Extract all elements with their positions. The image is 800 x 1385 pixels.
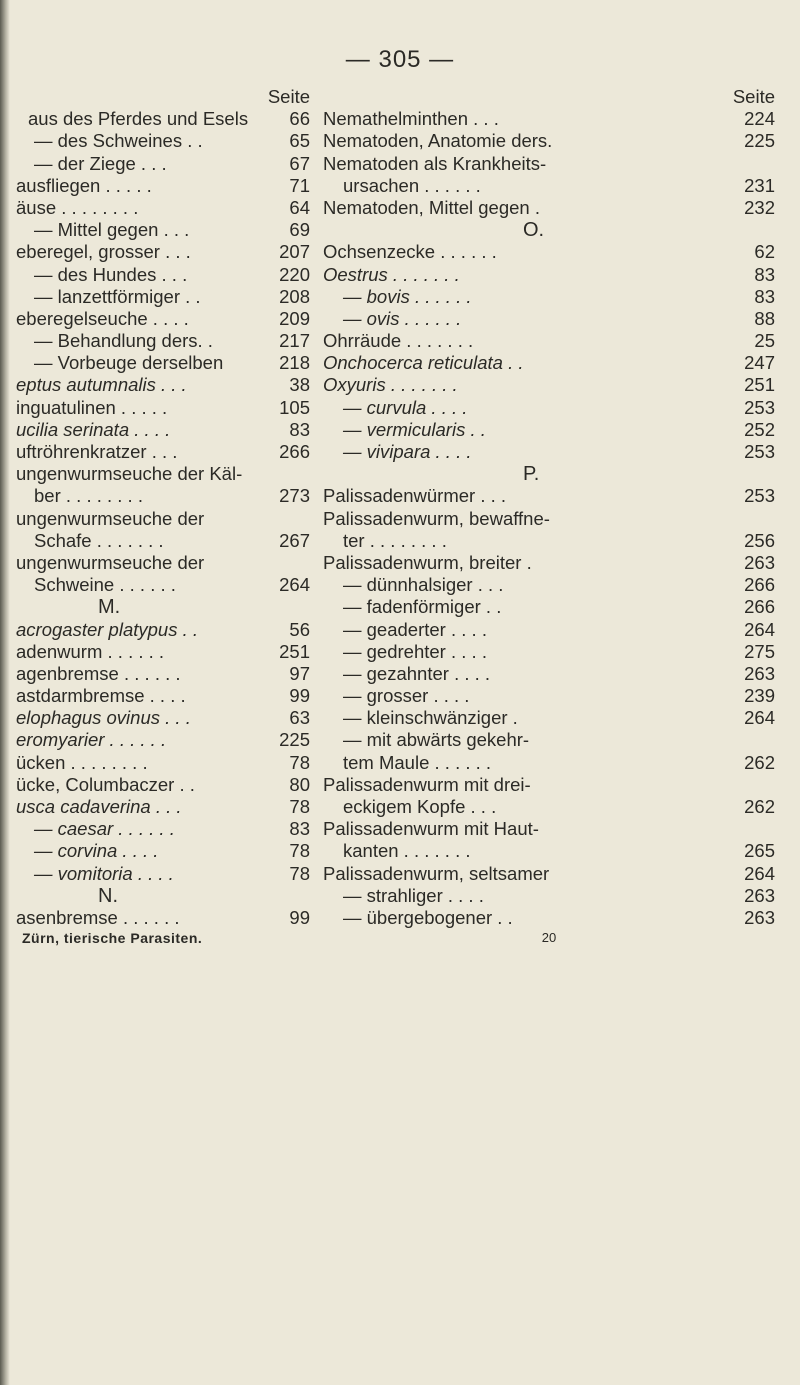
index-entry	[8, 663, 310, 685]
index-entry-page: 252	[744, 418, 775, 440]
index-entry-page: 209	[279, 307, 310, 329]
index-entry-term: Oestrus . . . . . . .	[323, 263, 460, 285]
index-entry-term: — kleinschwänziger .	[343, 707, 518, 729]
index-entry-term: Schafe . . . . . . .	[34, 529, 164, 551]
index-entry	[323, 397, 775, 419]
section-letter-label: M.	[98, 596, 121, 619]
index-entry	[323, 885, 775, 907]
index-entry-term: eromyarier . . . . . .	[16, 729, 167, 751]
index-entry-page: 80	[289, 773, 310, 795]
index-entry-page: 263	[744, 662, 775, 684]
index-entry-term: Nematoden, Mittel gegen .	[323, 196, 540, 218]
index-entry-term: — Behandlung ders. .	[34, 330, 213, 352]
index-entry-term: — der Ziege . . .	[34, 152, 167, 174]
index-entry-page: 78	[289, 840, 310, 862]
index-entry	[8, 153, 310, 175]
index-entry-page: 239	[744, 685, 775, 707]
index-entry	[8, 108, 310, 130]
index-entry-page: 231	[744, 174, 775, 196]
index-entry	[323, 596, 775, 618]
index-entry	[8, 774, 310, 796]
index-entry-page: 225	[744, 130, 775, 152]
index-entry-page: 262	[744, 751, 775, 773]
index-entry-page: 251	[279, 640, 310, 662]
index-entry-term: — curvula . . . .	[343, 396, 468, 418]
index-entry	[323, 707, 775, 729]
column-heading	[323, 86, 775, 108]
index-entry-page: 38	[289, 374, 310, 396]
index-entry-page: 263	[744, 884, 775, 906]
index-entry-term: — Mittel gegen . . .	[34, 219, 190, 241]
index-entry-term: ber . . . . . . . .	[34, 485, 143, 507]
index-entry-term: Oxyuris . . . . . . .	[323, 374, 458, 396]
index-entry-page: 218	[279, 352, 310, 374]
index-entry-term: acrogaster platypus . .	[16, 618, 199, 640]
index-entry-page: 232	[744, 196, 775, 218]
index-entry-page: 217	[279, 330, 310, 352]
index-entry	[323, 907, 775, 929]
index-entry	[323, 330, 775, 352]
index-entry	[323, 264, 775, 286]
column-heading	[8, 86, 310, 108]
index-column-left	[8, 86, 310, 947]
index-entry-term: Palissadenwurm, bewaffne-	[323, 507, 550, 529]
section-letter-label: O.	[523, 219, 545, 242]
index-entry-term: ungenwurmseuche der Käl-	[16, 463, 243, 485]
index-entry-page: 63	[289, 707, 310, 729]
index-entry-term: eberegelseuche . . . .	[16, 307, 189, 329]
index-entry	[8, 641, 310, 663]
index-entry-term: — dünnhalsiger . . .	[343, 574, 504, 596]
index-entry-page: 265	[744, 840, 775, 862]
footer-note-text: Zürn, tierische Parasiten.	[22, 930, 203, 947]
index-entry-page: 266	[744, 574, 775, 596]
index-entry	[8, 840, 310, 862]
index-entry-term: — mit abwärts gekehr-	[343, 729, 530, 751]
index-entry	[323, 641, 775, 663]
index-entry-page: 253	[744, 441, 775, 462]
index-entry-term: aus des Pferdes und Esels	[28, 108, 249, 130]
index-entry-page: 97	[289, 662, 310, 684]
index-entry	[323, 441, 775, 463]
index-entry	[8, 552, 310, 574]
index-entry	[8, 330, 310, 352]
index-entry-page: 224	[744, 108, 775, 130]
index-entry-page: 253	[744, 396, 775, 418]
index-entry	[8, 574, 310, 596]
index-entry-term: Nemathelminthen . . .	[323, 108, 499, 130]
index-entry	[8, 175, 310, 197]
index-entry	[323, 619, 775, 641]
index-entry-term: eberegel, grosser . . .	[16, 241, 191, 263]
sheet-number-text: 20	[541, 930, 557, 946]
index-entry-term: — fadenförmiger . .	[343, 596, 502, 618]
index-entry-term: ücke, Columbaczer . .	[16, 773, 195, 795]
index-entry-term: — grosser . . . .	[343, 685, 470, 707]
index-entry	[8, 352, 310, 374]
section-letter-label: N.	[98, 884, 118, 907]
index-entry-page: 207	[279, 241, 310, 263]
index-entry-term: Nematoden als Krankheits-	[323, 152, 547, 174]
index-entry	[323, 197, 775, 219]
index-entry	[323, 352, 775, 374]
index-entry	[323, 752, 775, 774]
index-entry	[8, 219, 310, 241]
page-heading-label: Seite	[267, 86, 310, 107]
index-entry	[323, 286, 775, 308]
index-entry	[323, 175, 775, 197]
index-entry	[323, 552, 775, 574]
index-entry-page: 264	[744, 618, 775, 640]
index-entry-term: ursachen . . . . . .	[343, 174, 481, 196]
index-entry-page: 266	[744, 596, 775, 618]
index-entry	[323, 840, 775, 862]
index-entry	[323, 530, 775, 552]
index-entry	[8, 796, 310, 818]
index-entry-page: 62	[754, 241, 775, 263]
index-entry-page: 83	[754, 285, 775, 307]
index-entry-term: agenbremse . . . . . .	[16, 662, 181, 684]
index-entry	[8, 197, 310, 219]
index-entry-term: — übergebogener . .	[343, 906, 513, 928]
index-entry	[323, 574, 775, 596]
index-entry	[8, 729, 310, 751]
index-entry	[323, 818, 775, 840]
sheet-number	[323, 929, 775, 947]
index-entry-term: eptus autumnalis . . .	[16, 374, 187, 396]
index-entry-term: — vomitoria . . . .	[34, 862, 174, 884]
index-entry	[8, 863, 310, 885]
index-entry-term: ungenwurmseuche der	[16, 551, 205, 573]
index-entry	[323, 685, 775, 707]
index-entry-term: — caesar . . . . . .	[34, 818, 175, 840]
index-entry	[323, 485, 775, 507]
index-entry-term: Onchocerca reticulata . .	[323, 352, 524, 374]
index-entry	[8, 463, 310, 485]
index-entry	[323, 419, 775, 441]
index-entry	[323, 308, 775, 330]
index-entry	[323, 108, 775, 130]
index-entry	[8, 130, 310, 152]
index-entry-term: tem Maule . . . . . .	[343, 751, 492, 773]
index-entry-page: 220	[279, 263, 310, 285]
index-entry-page: 83	[289, 418, 310, 440]
index-entry-term: asenbremse . . . . . .	[16, 906, 180, 928]
index-entry	[323, 374, 775, 396]
index-entry-page: 251	[744, 374, 775, 396]
index-entry-term: Ochsenzecke . . . . . .	[323, 241, 497, 263]
index-entry	[323, 774, 775, 796]
index-entry-term: ausfliegen . . . . .	[16, 174, 152, 196]
index-entry-page: 263	[744, 551, 775, 573]
section-letter	[8, 885, 310, 907]
index-entry-term: — gezahnter . . . .	[343, 662, 491, 684]
index-entry-page: 256	[744, 529, 775, 551]
index-entry-term: — des Hundes . . .	[34, 263, 188, 285]
index-entry-page: 264	[279, 574, 310, 596]
index-entry-page: 78	[289, 796, 310, 817]
index-entry-page: 253	[744, 485, 775, 507]
index-entry-page: 263	[744, 906, 775, 928]
page-heading-label: Seite	[732, 86, 775, 107]
index-entry	[8, 707, 310, 729]
index-column-right	[323, 86, 775, 947]
index-entry	[8, 419, 310, 441]
index-entry-page: 64	[289, 196, 310, 218]
index-entry-term: Nematoden, Anatomie ders.	[323, 130, 553, 152]
index-entry-page: 267	[279, 529, 310, 551]
index-entry-page: 71	[289, 174, 310, 196]
index-entry-page: 78	[289, 862, 310, 884]
index-entry-term: elophagus ovinus . . .	[16, 707, 191, 729]
index-entry-page: 266	[279, 441, 310, 462]
index-entry-term: adenwurm . . . . . .	[16, 640, 165, 662]
index-entry-page: 275	[744, 640, 775, 662]
index-entry-term: uftröhrenkratzer . . .	[16, 441, 178, 462]
index-entry-page: 264	[744, 862, 775, 884]
index-entry-page: 105	[279, 396, 310, 418]
index-entry-term: Palissadenwurm mit drei-	[323, 773, 531, 795]
index-entry	[8, 308, 310, 330]
index-entry	[323, 508, 775, 530]
index-entry	[8, 619, 310, 641]
index-entry-page: 66	[289, 108, 310, 130]
index-entry	[8, 264, 310, 286]
index-entry-term: — gedrehter . . . .	[343, 640, 487, 662]
index-entry-page: 247	[744, 352, 775, 374]
index-entry-term: — bovis . . . . . .	[343, 285, 472, 307]
index-entry	[8, 241, 310, 263]
index-entry	[8, 485, 310, 507]
index-entry-term: kanten . . . . . . .	[343, 840, 471, 862]
index-entry-term: — ovis . . . . . .	[343, 307, 462, 329]
index-entry-term: astdarmbremse . . . .	[16, 685, 186, 707]
index-entry-term: äuse . . . . . . . .	[16, 196, 139, 218]
index-entry-page: 78	[289, 751, 310, 773]
index-entry	[8, 397, 310, 419]
index-entry-term: inguatulinen . . . . .	[16, 396, 168, 418]
index-entry	[8, 818, 310, 840]
index-entry-page: 208	[279, 285, 310, 307]
page-number: — 305 —	[345, 46, 455, 73]
index-entry-term: Palissadenwurm mit Haut-	[323, 818, 539, 840]
index-entry-term: ucilia serinata . . . .	[16, 418, 171, 440]
index-entry-page: 225	[279, 729, 310, 751]
section-letter	[8, 596, 310, 618]
index-entry-page: 99	[289, 906, 310, 928]
index-entry-term: Ohrräude . . . . . . .	[323, 330, 474, 352]
index-entry	[8, 508, 310, 530]
index-entry	[8, 374, 310, 396]
index-entry	[8, 685, 310, 707]
section-letter	[323, 219, 775, 241]
index-entry	[323, 796, 775, 818]
index-entry-term: — des Schweines . .	[34, 130, 203, 152]
index-entry-term: Palissadenwurm, breiter .	[323, 551, 532, 573]
index-entry-page: 69	[289, 219, 310, 241]
index-entry	[323, 130, 775, 152]
index-entry	[323, 863, 775, 885]
section-letter-label: P.	[523, 463, 540, 486]
index-entry-page: 25	[754, 330, 775, 352]
index-entry-term: ter . . . . . . . .	[343, 529, 447, 551]
index-entry-term: eckigem Kopfe . . .	[343, 796, 497, 817]
index-entry	[8, 441, 310, 463]
index-entry	[8, 286, 310, 308]
index-entry-page: 56	[289, 618, 310, 640]
section-letter	[323, 463, 775, 485]
index-entry-term: ücken . . . . . . . .	[16, 751, 148, 773]
index-entry-term: — strahliger . . . .	[343, 884, 484, 906]
index-entry-page: 88	[754, 307, 775, 329]
index-entry-term: Palissadenwürmer . . .	[323, 485, 507, 507]
index-entry-term: ungenwurmseuche der	[16, 507, 205, 529]
index-entry-term: — corvina . . . .	[34, 840, 159, 862]
index-entry	[323, 663, 775, 685]
index-entry-term: — geaderter . . . .	[343, 618, 487, 640]
index-entry	[8, 907, 310, 929]
index-entry	[323, 153, 775, 175]
index-entry-page: 83	[754, 263, 775, 285]
index-entry-term: — vivipara . . . .	[343, 441, 472, 462]
footer-note	[8, 929, 310, 947]
index-entry	[8, 530, 310, 552]
index-entry-page: 67	[289, 152, 310, 174]
index-entry	[8, 752, 310, 774]
index-entry-term: Palissadenwurm, seltsamer	[323, 862, 550, 884]
index-entry-page: 83	[289, 818, 310, 840]
index-entry-term: — Vorbeuge derselben	[34, 352, 224, 374]
index-entry-term: — lanzettförmiger . .	[34, 285, 201, 307]
index-entry	[323, 241, 775, 263]
index-entry-page: 262	[744, 796, 775, 817]
index-entry-page: 65	[289, 130, 310, 152]
index-entry	[323, 729, 775, 751]
index-entry-term: Schweine . . . . . .	[34, 574, 176, 596]
index-entry-page: 273	[279, 485, 310, 507]
index-entry-term: usca cadaverina . . .	[16, 796, 182, 817]
index-entry-page: 264	[744, 707, 775, 729]
index-entry-term: — vermicularis . .	[343, 418, 486, 440]
index-entry-page: 99	[289, 685, 310, 707]
